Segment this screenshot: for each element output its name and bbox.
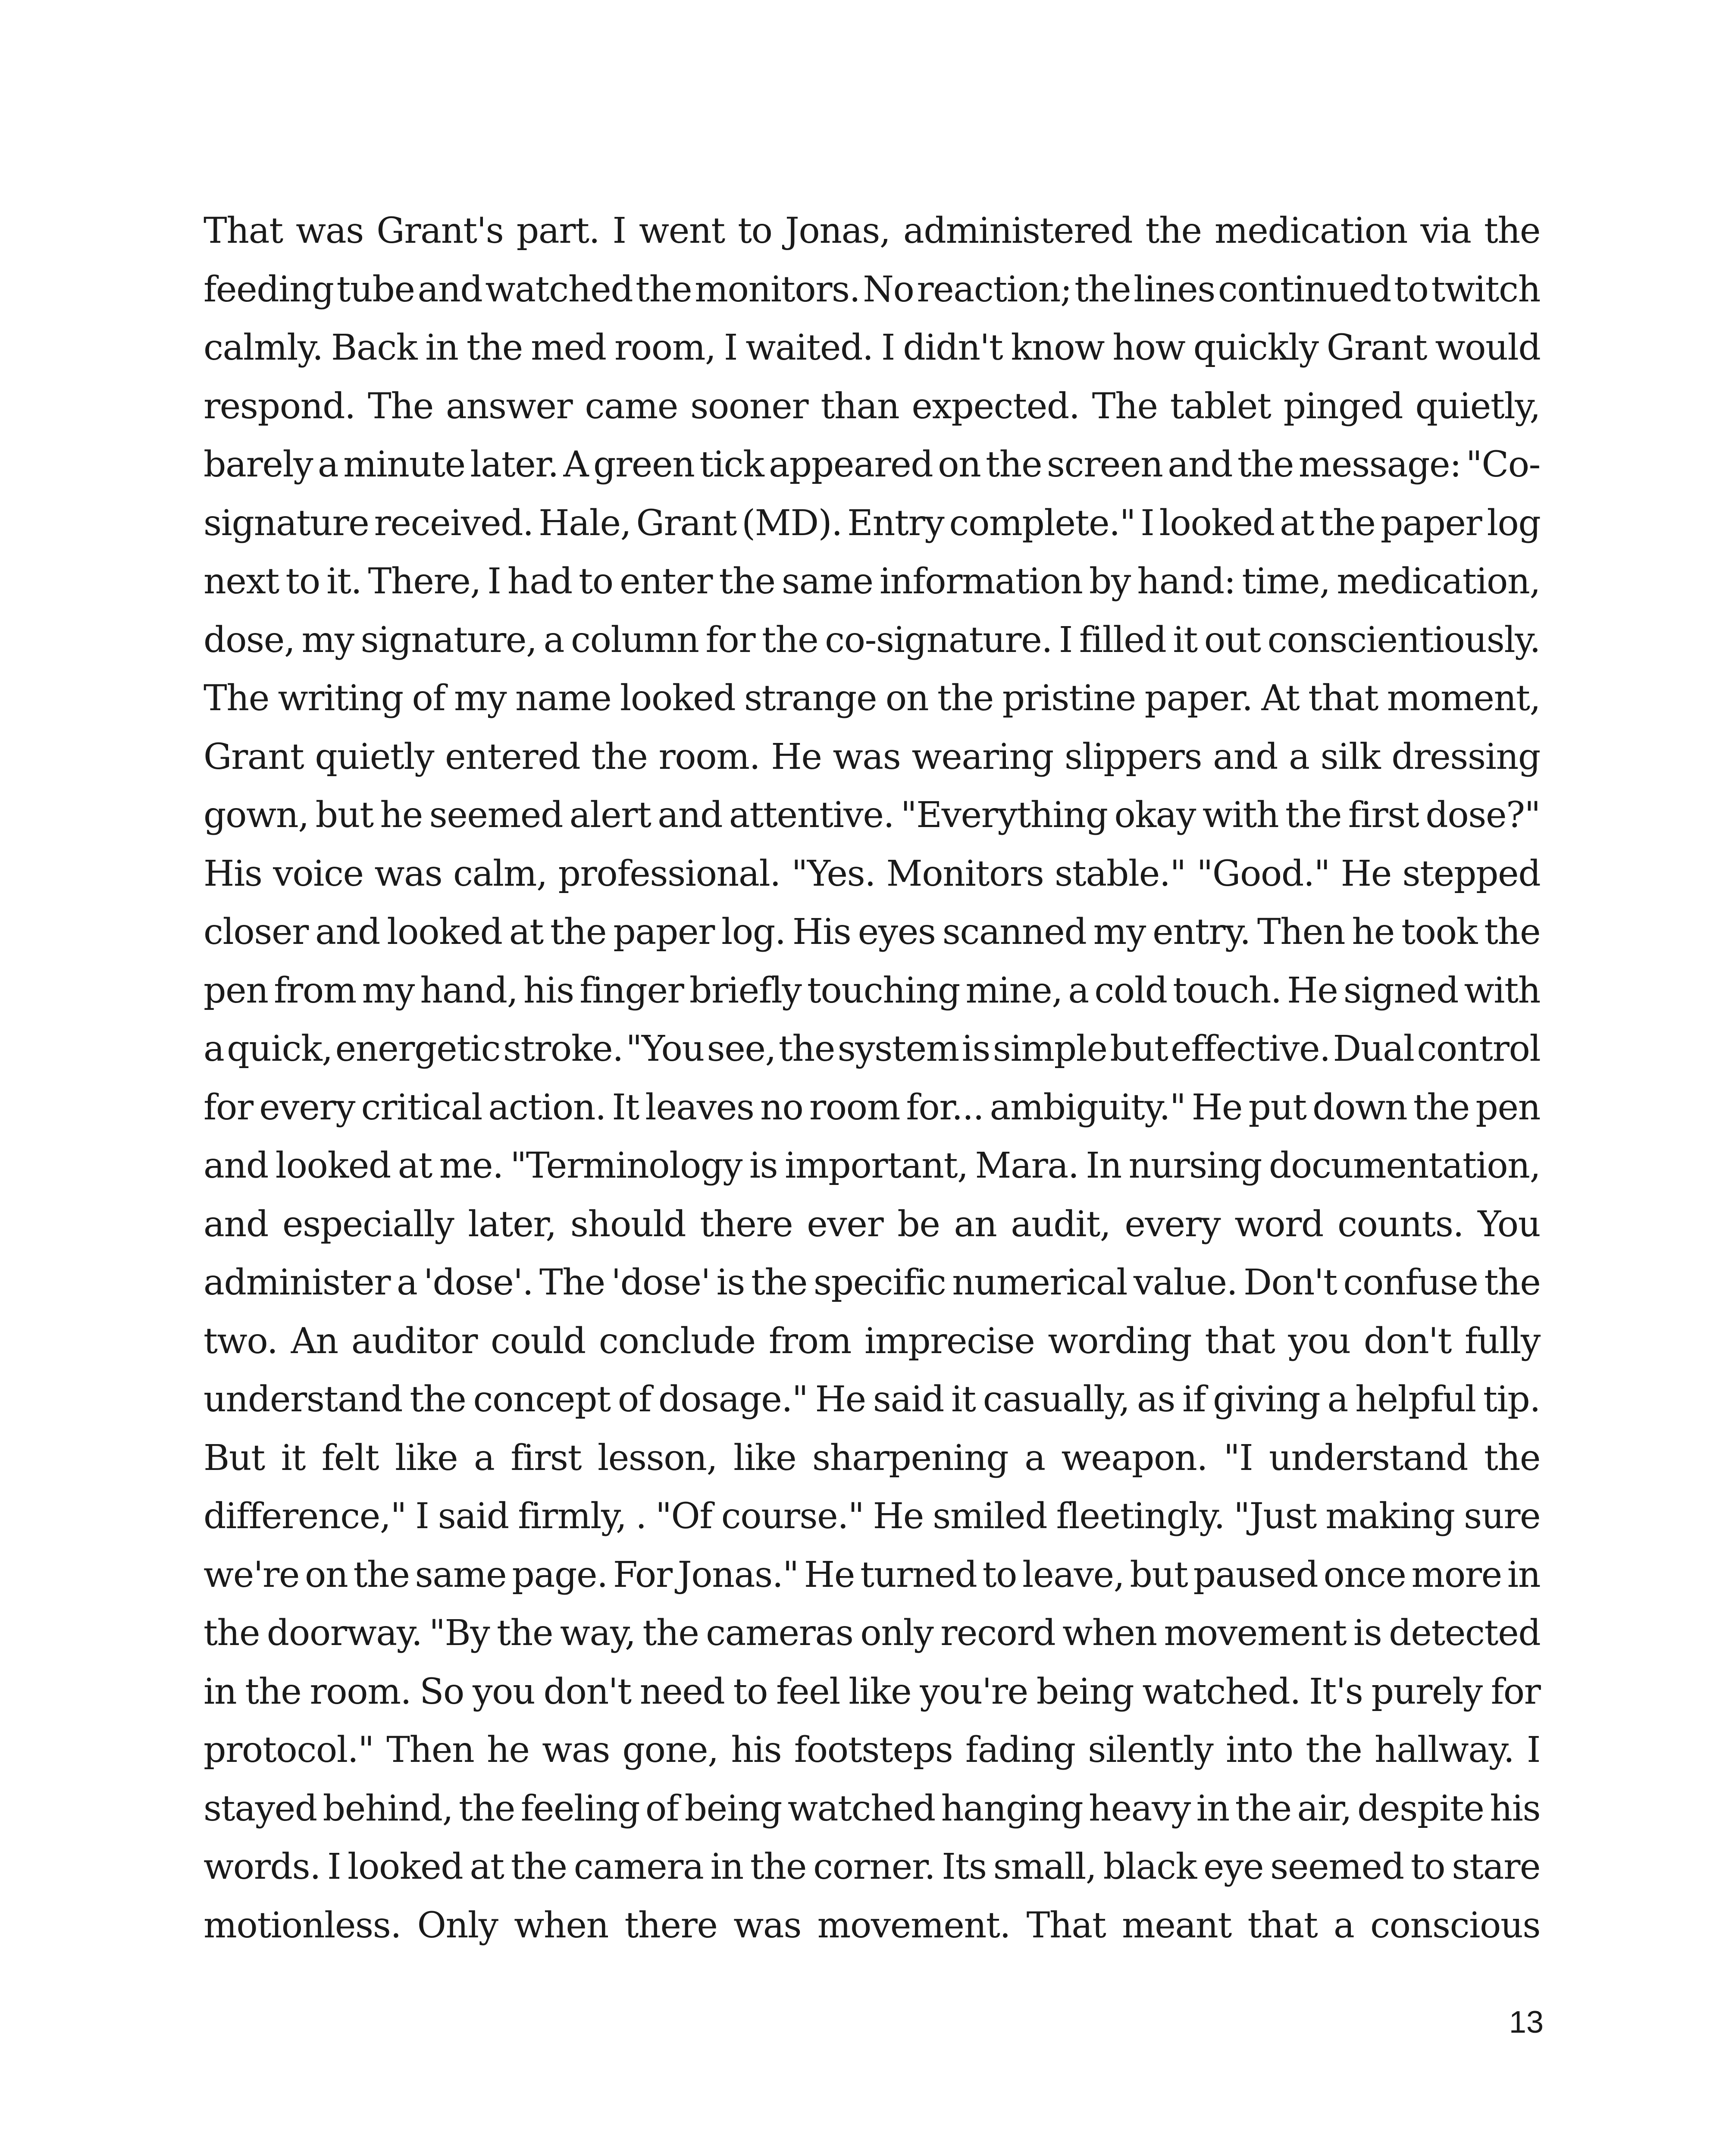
- text-line: we're on the same page. For Jonas." He turned to leave, but paused once more in: [204, 1554, 1541, 1595]
- text-line: protocol." Then he was gone, his footsteps fading silently into the hallway. I: [204, 1730, 1540, 1771]
- text-line: two. An auditor could conclude from imprecise wording that you don't fully: [204, 1320, 1540, 1362]
- body-text: [204, 202, 1540, 1955]
- text-line: signature received. Hale, Grant (MD). Entry complete." I looked at the paper log: [204, 502, 1541, 544]
- text-line: closer and looked at the paper log. His eyes scanned my entry. Then he took the: [204, 912, 1541, 953]
- text-line: stayed behind, the feeling of being watched hanging heavy in the air, despite his: [204, 1788, 1541, 1829]
- text-line: in the room. So you don't need to feel like you're being watched. It's purely for: [204, 1671, 1541, 1712]
- text-line: a quick, energetic stroke. "You see, the system is simple but effective. Dual control: [204, 1028, 1541, 1069]
- text-line: motionless. Only when there was movement. That meant that a conscious: [204, 1905, 1541, 1946]
- text-line: and looked at me. "Terminology is important, Mara. In nursing documentation,: [204, 1145, 1541, 1186]
- text-line: and especially later, should there ever be an audit, every word counts. You: [204, 1203, 1541, 1245]
- text-line: pen from my hand, his finger briefly touching mine, a cold touch. He signed with: [204, 970, 1541, 1011]
- text-line: Grant quietly entered the room. He was wearing slippers and a silk dressing: [204, 736, 1540, 777]
- text-line: words. I looked at the camera in the corner. Its small, black eye seemed to stare: [204, 1846, 1540, 1887]
- text-line: calmly. Back in the med room, I waited. I didn't know how quickly Grant would: [204, 327, 1541, 368]
- text-line: respond. The answer came sooner than expected. The tablet pinged quietly,: [204, 385, 1540, 427]
- text-line: next to it. There, I had to enter the same information by hand: time, medication,: [204, 561, 1541, 602]
- text-line: feeding tube and watched the monitors. No reaction; the lines continued to twitch: [204, 269, 1540, 310]
- page-number: 13: [1509, 2005, 1544, 2040]
- text-line: The writing of my name looked strange on the pristine paper. At that moment,: [204, 678, 1541, 719]
- text-line: dose, my signature, a column for the co-signature. I filled it out conscientiously.: [204, 619, 1540, 661]
- text-line: for every critical action. It leaves no room for... ambiguity." He put down the pen: [204, 1087, 1540, 1128]
- text-line: the doorway. "By the way, the cameras only record when movement is detected: [204, 1613, 1541, 1654]
- text-line: His voice was calm, professional. "Yes. Monitors stable." "Good." He stepped: [204, 853, 1541, 894]
- text-line: gown, but he seemed alert and attentive. "Everything okay with the first dose?": [204, 795, 1540, 836]
- text-line: understand the concept of dosage." He said it casually, as if giving a helpful tip.: [204, 1379, 1541, 1420]
- text-line: That was Grant's part. I went to Jonas, administered the medication via the: [204, 210, 1540, 251]
- text-line: But it felt like a first lesson, like sharpening a weapon. "I understand the: [204, 1437, 1540, 1479]
- text-line: difference," I said firmly, . "Of course." He smiled fleetingly. "Just making sure: [204, 1496, 1541, 1537]
- text-line: administer a 'dose'. The 'dose' is the specific numerical value. Don't confuse the: [204, 1262, 1541, 1303]
- text-line: barely a minute later. A green tick appeared on the screen and the message: "Co-: [204, 444, 1540, 485]
